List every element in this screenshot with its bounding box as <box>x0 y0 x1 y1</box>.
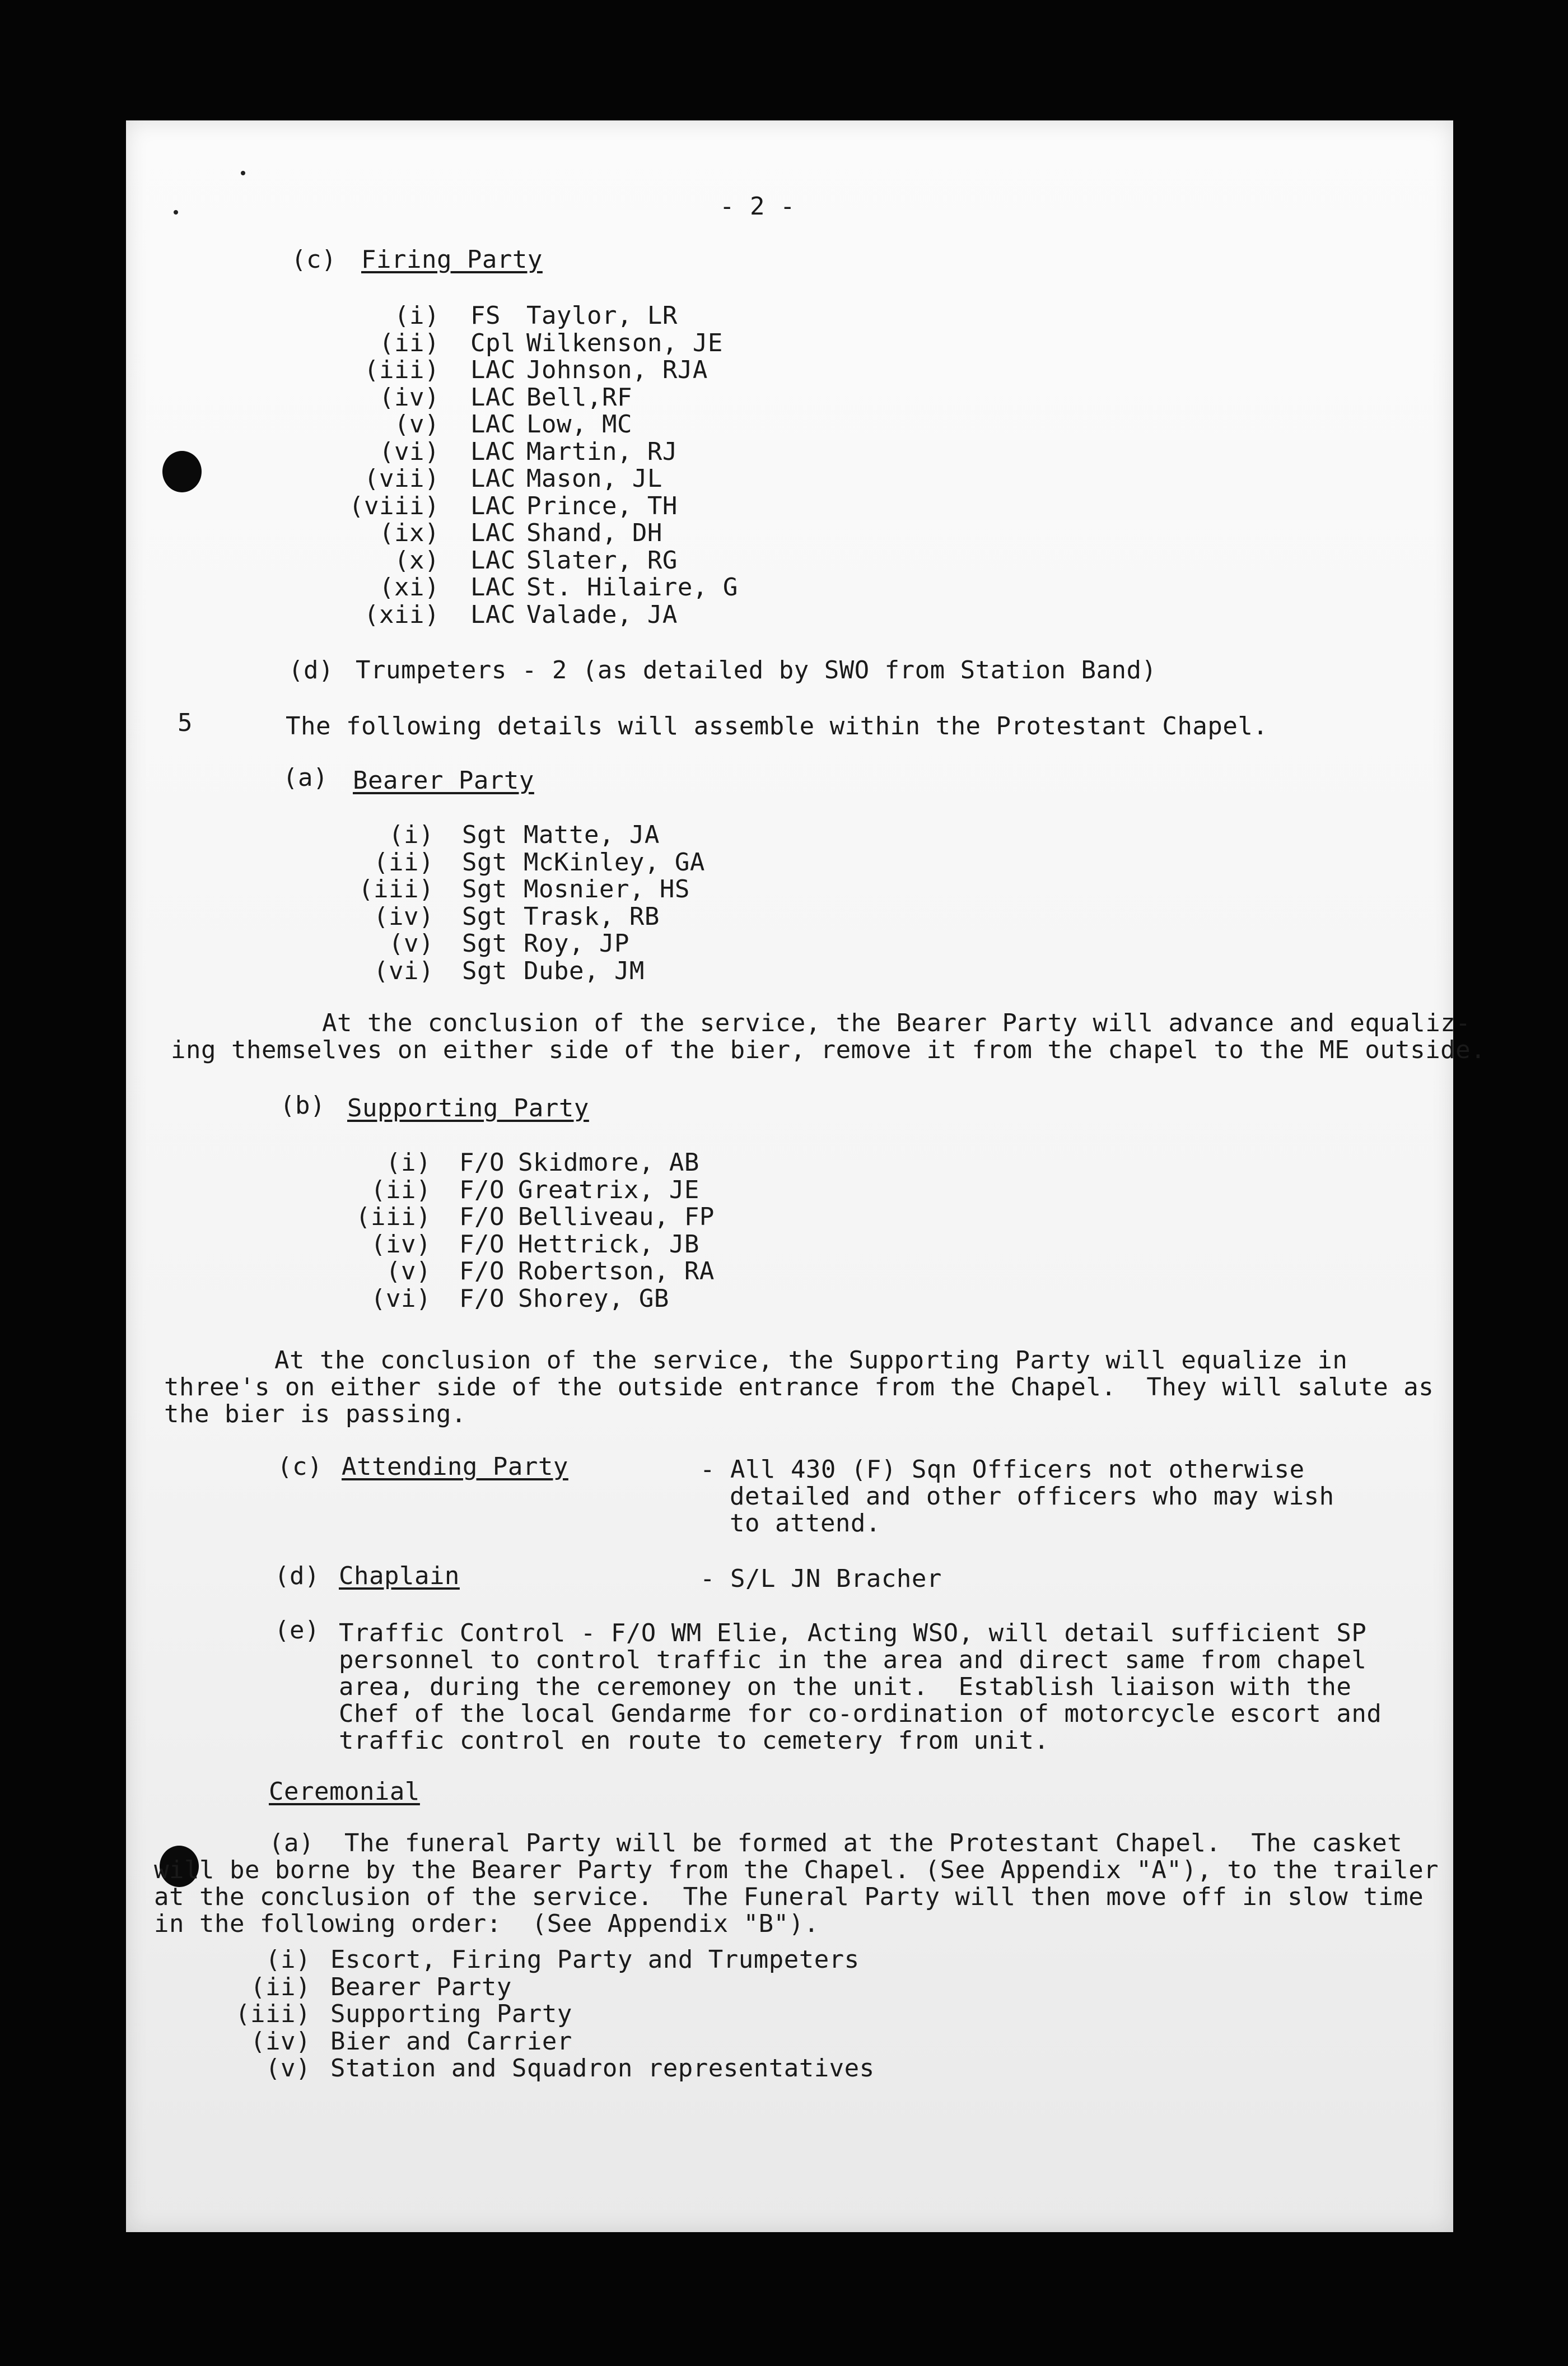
supporting-party-label: (b) <box>280 1091 325 1120</box>
supporting-party-note: three's on either side of the outside entrance from the Chapel. They will salute as <box>164 1373 1434 1401</box>
supporting-party-note: At the conclusion of the service, the Supporting Party will equalize in <box>274 1346 1348 1375</box>
supporting-party-note: the bier is passing. <box>164 1400 466 1428</box>
roster-numeral: (xi) <box>379 573 440 602</box>
roster-rank: F/O <box>459 1203 505 1231</box>
ceremonial-heading: Ceremonial <box>269 1777 420 1806</box>
roster-name: Valade, JA <box>526 600 678 629</box>
roster-name: Wilkenson, JE <box>526 328 723 357</box>
chaplain-text: - S/L JN Bracher <box>700 1564 942 1593</box>
roster-name: Mosnier, HS <box>524 875 690 903</box>
procession-item: Escort, Firing Party and Trumpeters <box>330 1945 860 1974</box>
attending-party-text: - All 430 (F) Sqn Officers not otherwise <box>700 1455 1305 1484</box>
procession-item: Bearer Party <box>330 1972 512 2001</box>
roster-name: Bell,RF <box>526 383 632 412</box>
traffic-label: (e) <box>274 1616 320 1645</box>
roster-rank: LAC <box>470 383 516 412</box>
procession-numeral: (iv) <box>250 2027 311 2056</box>
roster-name: Taylor, LR <box>526 301 678 330</box>
attending-party-text: to attend. <box>730 1509 881 1538</box>
roster-numeral: (vi) <box>374 956 434 985</box>
roster-name: Belliveau, FP <box>518 1203 715 1231</box>
roster-numeral: (iv) <box>371 1229 431 1259</box>
roster-name: Greatrix, JE <box>518 1175 699 1204</box>
roster-numeral: (vi) <box>379 437 440 466</box>
ceremonial-paragraph: will be borne by the Bearer Party from the Chapel. (See Appendix "A"), to the trailer <box>154 1856 1439 1884</box>
roster-name: Skidmore, AB <box>518 1148 699 1177</box>
traffic-text: traffic control en route to cemetery from unit. <box>339 1726 1049 1755</box>
paragraph-text: The following details will assemble within the Protestant Chapel. <box>286 712 1268 740</box>
roster-name: McKinley, GA <box>524 847 705 877</box>
roster-rank: LAC <box>470 464 516 493</box>
traffic-text: Chef of the local Gendarme for co-ordination of motorcycle escort and <box>339 1699 1382 1728</box>
roster-name: St. Hilaire, G <box>526 573 738 602</box>
roster-rank: LAC <box>470 546 516 575</box>
roster-name: Slater, RG <box>526 546 678 575</box>
roster-name: Shorey, GB <box>518 1284 669 1313</box>
roster-name: Dube, JM <box>524 956 645 985</box>
roster-numeral: (i) <box>394 301 440 330</box>
roster-numeral: (viii) <box>349 491 440 520</box>
roster-numeral: (ii) <box>374 847 434 877</box>
roster-name: Prince, TH <box>526 491 678 520</box>
traffic-text: area, during the ceremoney on the unit. Establish liaison with the <box>339 1673 1352 1701</box>
bearer-party-note: At the conclusion of the service, the Bearer Party will advance and equaliz- <box>322 1009 1471 1037</box>
traffic-text: personnel to control traffic in the area and direct same from chapel <box>339 1646 1367 1674</box>
document-page <box>126 120 1486 2232</box>
roster-rank: Sgt <box>462 847 507 877</box>
attending-party-text: detailed and other officers who may wish <box>730 1482 1334 1511</box>
roster-rank: F/O <box>459 1284 505 1313</box>
roster-name: Trask, RB <box>524 902 660 931</box>
roster-name: Robertson, RA <box>518 1257 715 1286</box>
roster-rank: LAC <box>470 410 516 439</box>
paragraph-number: 5 <box>178 709 193 737</box>
roster-numeral: (iv) <box>374 902 434 931</box>
roster-name: Shand, DH <box>526 519 662 547</box>
roster-numeral: (iv) <box>379 383 440 412</box>
ink-speck <box>174 210 178 215</box>
roster-rank: F/O <box>459 1229 505 1259</box>
roster-name: Roy, JP <box>524 929 629 958</box>
roster-rank: Sgt <box>462 956 507 985</box>
trumpeters-label: (d) <box>288 656 334 684</box>
roster-rank: Sgt <box>462 929 507 958</box>
roster-numeral: (x) <box>394 546 440 575</box>
bearer-party-heading: Bearer Party <box>353 766 534 795</box>
firing-party-heading: Firing Party <box>361 245 543 274</box>
bearer-party-note: ing themselves on either side of the bier, remove it from the chapel to the ME outside. <box>171 1036 1486 1064</box>
roster-name: Mason, JL <box>526 464 662 493</box>
roster-rank: LAC <box>470 519 516 547</box>
roster-numeral: (vi) <box>371 1284 431 1313</box>
roster-rank: F/O <box>459 1175 505 1204</box>
ceremonial-paragraph: (a) The funeral Party will be formed at the Protestant Chapel. The casket <box>269 1829 1403 1857</box>
roster-name: Matte, JA <box>524 821 660 849</box>
punch-hole-top <box>162 451 202 492</box>
traffic-text: Traffic Control - F/O WM Elie, Acting WSO, will detail sufficient SP <box>339 1619 1367 1647</box>
roster-numeral: (ix) <box>379 519 440 547</box>
chaplain-heading: Chaplain <box>339 1562 460 1590</box>
roster-numeral: (xii) <box>364 600 440 629</box>
roster-rank: Sgt <box>462 821 507 849</box>
trumpeters-text: Trumpeters - 2 (as detailed by SWO from Station Band) <box>356 656 1157 684</box>
roster-rank: Sgt <box>462 875 507 903</box>
roster-numeral: (iii) <box>364 356 440 384</box>
roster-rank: Cpl <box>470 328 516 357</box>
roster-rank: F/O <box>459 1148 505 1177</box>
roster-numeral: (iii) <box>358 875 434 903</box>
roster-numeral: (v) <box>389 929 434 958</box>
ceremonial-paragraph: at the conclusion of the service. The Funeral Party will then move off in slow time <box>154 1883 1424 1911</box>
page-number: - 2 - <box>720 192 795 221</box>
roster-name: Martin, RJ <box>526 437 678 466</box>
roster-rank: LAC <box>470 600 516 629</box>
supporting-party-heading: Supporting Party <box>347 1094 589 1123</box>
roster-rank: Sgt <box>462 902 507 931</box>
roster-name: Johnson, RJA <box>526 356 708 384</box>
roster-numeral: (ii) <box>379 328 440 357</box>
procession-item: Station and Squadron representatives <box>330 2054 875 2083</box>
roster-rank: LAC <box>470 437 516 466</box>
roster-rank: LAC <box>470 573 516 602</box>
roster-name: Low, MC <box>526 410 632 439</box>
procession-item: Supporting Party <box>330 2000 572 2028</box>
roster-rank: LAC <box>470 356 516 384</box>
firing-party-label: (c) <box>291 245 337 274</box>
chaplain-label: (d) <box>274 1562 320 1590</box>
procession-numeral: (v) <box>265 2054 311 2083</box>
roster-rank: FS <box>470 301 501 330</box>
procession-numeral: (iii) <box>235 2000 311 2028</box>
roster-rank: F/O <box>459 1257 505 1286</box>
ceremonial-paragraph: in the following order: (See Appendix "B"). <box>154 1909 819 1938</box>
roster-numeral: (ii) <box>371 1175 431 1204</box>
roster-name: Hettrick, JB <box>518 1229 699 1259</box>
ink-speck <box>241 171 245 175</box>
roster-numeral: (vii) <box>364 464 440 493</box>
roster-numeral: (i) <box>389 821 434 849</box>
roster-rank: LAC <box>470 491 516 520</box>
bearer-party-label: (a) <box>283 763 328 792</box>
roster-numeral: (i) <box>386 1148 431 1177</box>
procession-item: Bier and Carrier <box>330 2027 572 2056</box>
attending-party-label: (c) <box>277 1452 323 1481</box>
procession-numeral: (ii) <box>250 1972 311 2001</box>
attending-party-heading: Attending Party <box>342 1452 568 1481</box>
roster-numeral: (iii) <box>356 1203 431 1231</box>
procession-numeral: (i) <box>265 1945 311 1974</box>
roster-numeral: (v) <box>394 410 440 439</box>
roster-numeral: (v) <box>386 1257 431 1286</box>
